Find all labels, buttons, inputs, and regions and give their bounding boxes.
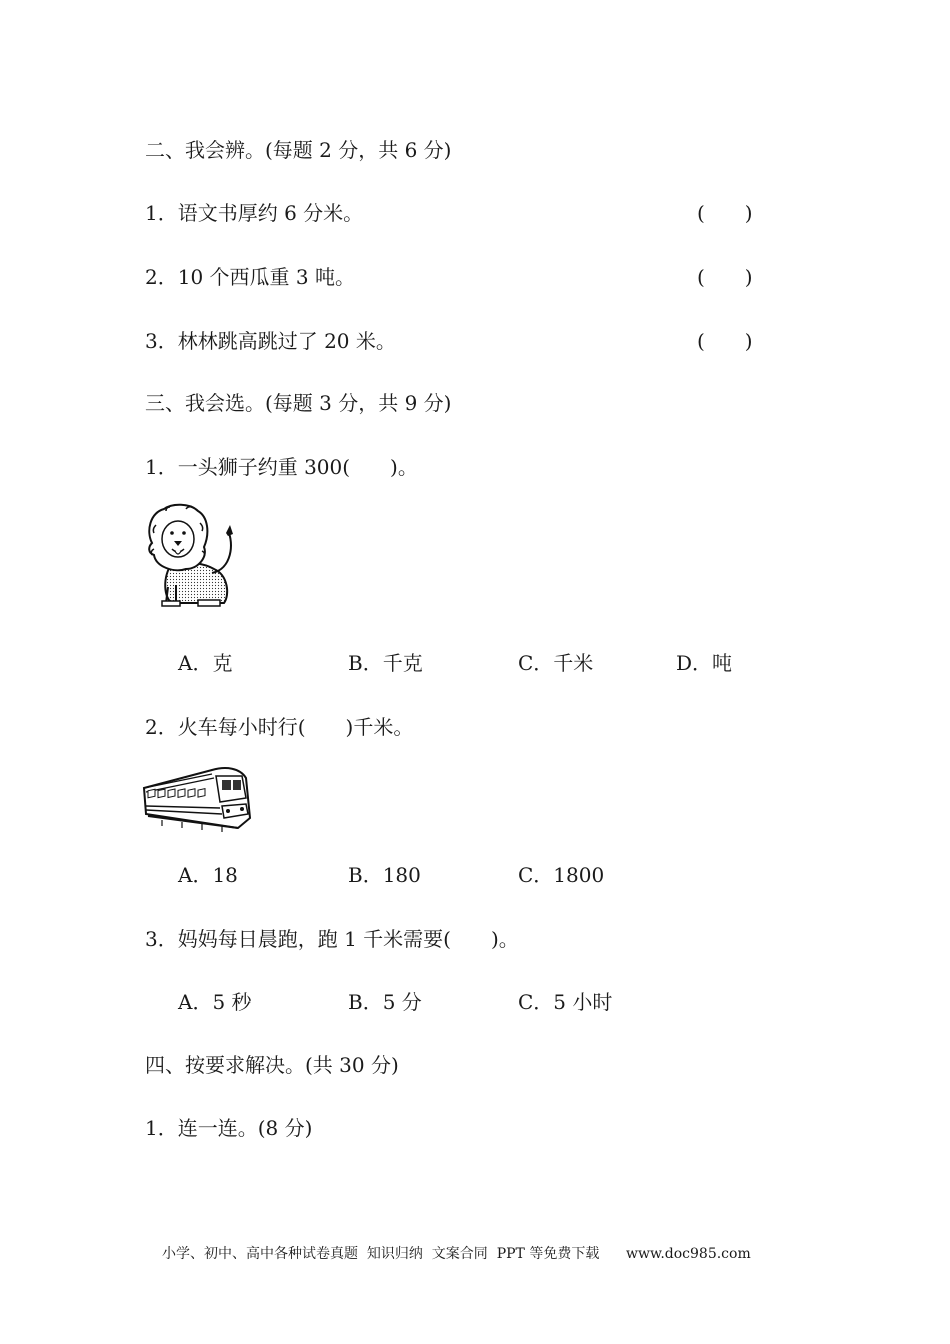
train-illustration-icon [142,762,252,834]
section-heading-choose: 三、我会选。(每题 3 分，共 9 分) [145,391,452,415]
section-heading-judge: 二、我会辨。(每题 2 分，共 6 分) [145,138,452,162]
lion-illustration-icon [142,503,238,609]
choose-q1-option-a[interactable]: A．克 [178,651,233,675]
choose-q2-option-b[interactable]: B．180 [348,863,421,887]
choose-q2-option-c[interactable]: C．1800 [518,863,605,887]
choose-q2-option-a[interactable]: A．18 [178,863,238,887]
choose-q1-option-b[interactable]: B．千克 [348,651,423,675]
choose-question-2: 2．火车每小时行( )千米。 [145,715,414,739]
choose-q3-option-b[interactable]: B．5 分 [348,990,422,1014]
choose-q1-option-c[interactable]: C．千米 [518,651,594,675]
judge-question-1: 1．语文书厚约 6 分米。 [145,201,364,225]
choose-q3-option-c[interactable]: C．5 小时 [518,990,613,1014]
choose-q3-option-a[interactable]: A．5 秒 [178,990,252,1014]
choose-q1-option-d[interactable]: D．吨 [676,651,733,675]
page-footer: 小学、初中、高中各种试卷真题 知识归纳 文案合同 PPT 等免费下载 www.doc985.com [162,1246,751,1262]
choose-question-1: 1．一头狮子约重 300( )。 [145,455,418,479]
section-heading-solve: 四、按要求解决。(共 30 分) [145,1053,399,1077]
judge-question-3: 3．林林跳高跳过了 20 米。 [145,329,396,353]
judge-answer-blank-3[interactable]: ( ) [697,329,753,353]
judge-question-2: 2．10 个西瓜重 3 吨。 [145,265,355,289]
solve-question-1: 1．连一连。(8 分) [145,1116,313,1140]
judge-answer-blank-1[interactable]: ( ) [697,201,753,225]
judge-answer-blank-2[interactable]: ( ) [697,265,753,289]
choose-question-3: 3．妈妈每日晨跑，跑 1 千米需要( )。 [145,927,519,951]
